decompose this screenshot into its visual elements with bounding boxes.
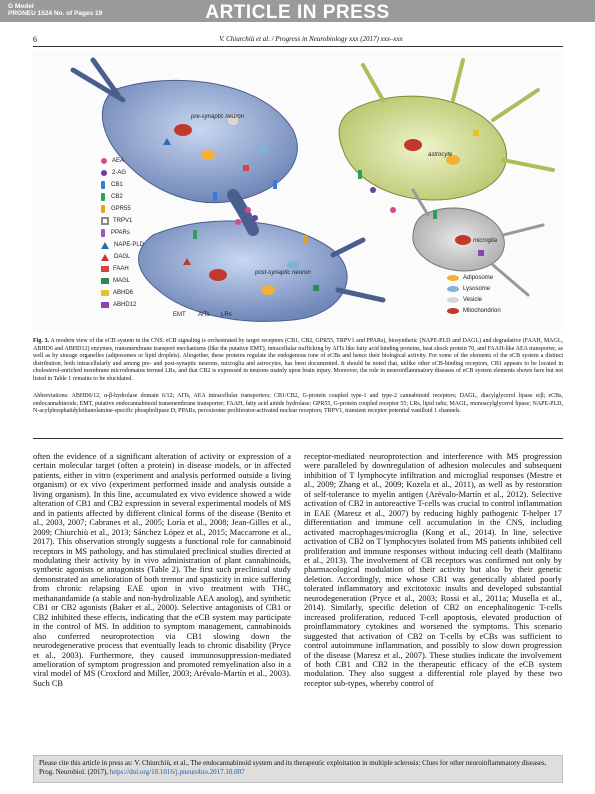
caption-label: Fig. 3. [33, 338, 50, 344]
dot-icon [101, 158, 107, 164]
label-microglia: microglia [473, 238, 498, 244]
legend-item-label: Mitochondrion [463, 307, 501, 314]
figure-abbreviations: Abbreviations: ABHD6/12, α-β-hydrolase domain 6/12; AITs, AEA intracellular transporters; CB1/CB2, G-protein coupled type-1 and type-2 cannabinoid receptors; DAGL, diacylglycerol lipase α/β; eCBs, endocannabinoids; EMT, putative endocannabinoid transmembrane transporter; FAAH, fatty acid amide hydrolase; GPR55, G-protein coupled receptor 55; LRs, lipid rafts; MAGL, monoacylglycerol lipase; NAPE-PLD, N-acylphosphatidylethanolamine-specific phospholipase D; PPARs, peroxisome proliferator-activated nuclear receptors; TRPV1, transient receptor potential vanilloid 1 channels. [33, 393, 563, 415]
caption-rule [33, 438, 563, 439]
legend-right [447, 272, 547, 316]
legend-item [101, 203, 171, 215]
label-aits: AITs [198, 312, 210, 318]
legend-item [101, 155, 171, 167]
g-model-label: G Model [8, 3, 34, 10]
article-in-press-banner: ARTICLE IN PRESS [205, 2, 390, 23]
label-lrs: LRs [221, 312, 232, 318]
caption-text: A modern view of the eCB system in the CNS. eCB signaling is orchestrated by target receptors (CB1, CB2, GPR55, TRPV1 and PPARs), biosynthetic (NAPE-PLD and DAGL) and degradative (FAAH, MAGL, ABHD6 and ABHD12) enzymes, transmembrane transport mechanisms (like the putative EMT), intracellular trafficking by AITs like fatty acid binding proteins, heat shock protein 70, and FAAH-like AEA transporter, as well as by storage organelles (adiposomes or lipid droplets). Altogether, these proteins regulate the endogenous tone of eCBs and hence their biological activity. For some of the elements of the eCB system a distinct distribution, both intracellularly and among pre- and post-synaptic neurons, microglia and astrocytes, has been documented. It should be noted that, unlike other eCB-binding receptors, CB1 appears to be located in cholesterol-enriched membrane microdomains termed LRs, and that CB2 is expressed in neurons mainly upon brain injury. Moreover, the role in neuroinflammatory diseases of eCB system elements shown here but not listed in Table 1 remains to be elucidated. [33, 338, 564, 382]
label-emt: EMT [173, 312, 186, 318]
legend-item [101, 263, 171, 275]
legend-item [447, 305, 547, 316]
citation-footer [33, 755, 563, 783]
legend-item [101, 167, 171, 179]
header-band [0, 0, 595, 22]
legend-item [101, 287, 171, 299]
triangle-icon [101, 242, 109, 249]
triangle-icon [101, 254, 109, 261]
label-presynaptic: pre-synaptic neuron [191, 114, 245, 120]
body-right-column: receptor-mediated neuroprotection and interference with MS progression were paralleled by downregulation of adhesion molecules and subsequent inhibition of T lymphocyte infiltration and microglial responses (Mestre et al., 2009; Zhang et al., 2009; Kozela et al., 2011), as well as by restoration of self-tolerance to myelin antigen (Arévalo-Martín et al., 2012). Selective activation of CB2 in autoreactive T-cells was crucial to control inflammation in EAE (Maresz et al., 2007) by reducing highly pathogenic T-helper 17 differentiation and immune cell accumulation in the CNS, including activated macrophages/microglia (Kong et al., 2014). In line, selective activation of CB2 on T lymphocytes isolated from MS patients inhibited cell proliferation and immune responses without inducing cell death (Malfitano et al., 2013). The involvement of CB receptors was confirmed not only by pharmacological modulation of their activity but also by their genetic deletion. Accordingly, mice whose CB1 was genetically ablated poorly tolerated inflammatory and excitotoxic insults and developed substantial neurodegeneration (Pryce et al., 2003; Rossi et al., 2011a; Musella et al., 2014). Similarly, specific deletion of CB2 on encephalitogenic T-cells increased proliferation, reduced T-cell apoptosis, elevated production of proinflammatory cytokines and worsened the symptoms. This scenario suggested that activation of CB2 on T-cells by eCBs was sufficient to control autoimmune inflammation, and possibly to slow down progression of the disease (Maresz et al., 2007). These studies indicate the involvement of both CB1 and CB2 in the therapeutic efficacy of the eCB system modulation. They also suggest a differential role played by these two receptor sub-types, whereby control of [304, 452, 562, 688]
legend-item [101, 275, 171, 287]
ellipse-icon [447, 308, 459, 314]
square-icon [101, 266, 109, 272]
legend-left [101, 155, 171, 311]
legend-item-label: TRPV1 [113, 218, 133, 224]
legend-item [101, 251, 171, 263]
dot-icon [101, 170, 107, 176]
figure-caption [33, 338, 563, 384]
ellipse-icon [447, 275, 459, 281]
ellipse-icon [447, 297, 459, 303]
channel-icon [101, 217, 109, 225]
legend-item-label: ABHD6 [113, 290, 134, 296]
legend-item [101, 299, 171, 311]
label-postsynaptic: post-synaptic neuron [255, 270, 311, 276]
legend-item [447, 272, 547, 283]
legend-item-label: MAGL [113, 278, 131, 284]
legend-item-label: NAPE-PLD [114, 242, 145, 248]
legend-item-label: Vesicle [463, 296, 483, 303]
legend-item [101, 191, 171, 203]
legend-item-label: ABHD12 [113, 302, 137, 308]
legend-item [101, 227, 171, 239]
ellipse-icon [447, 286, 459, 292]
square-icon [101, 278, 109, 284]
legend-item-label: CB1 [111, 182, 123, 188]
legend-item-label: FAAH [113, 266, 129, 272]
legend-item [447, 283, 547, 294]
doi-link[interactable]: https://doi.org/10.1016/j.pneurobio.2017.10.007 [109, 768, 245, 776]
legend-item-label: CB2 [111, 194, 123, 200]
legend-item-label: GPR55 [111, 206, 131, 212]
figure-eCB-system [33, 50, 563, 330]
citation-text: Please cite this article in press as: V. Chiurchiù, et al., The endocannabinoid system and its therapeutic exploitation in multiple sclerosis: Clues for other neuroinflammatory diseases, Prog. Neurobiol. (2017), [39, 759, 547, 776]
legend-item-label: AEA [112, 158, 125, 164]
legend-item-label: 2-AG [112, 170, 127, 176]
legend-item-label: PPARs [111, 230, 130, 236]
journal-code-label: PRONEU 1524 No. of Pages 19 [8, 10, 103, 17]
legend-item [447, 294, 547, 305]
receptor-icon [101, 229, 105, 237]
body-left-column: often the evidence of a significant alteration of activity or expression of a certain molecular target (often a protein) in disease models, or in affected patients, either in vitro (experiment and analysis performed outside a living organism) or ex vivo (experiment performed inside and analysis outside a living organism). In this line, accumulated ex vivo evidence showed a wide alteration of CB1 and CB2 expression in several experimental models of MS and in patients affected by different clinical forms of the disease (Benito et al., 2003, 2007; Cabranes et al., 2005; Loría et al., 2008; Jean-Gilles et al., 2009; Chiurchiù et al., 2013; Sánchez López et al., 2015; Maccarrone et al., 2017). This observation strongly suggests a functional role for cannabinoid receptors in MS pathology, and has stimulated preclinical studies directed at modulating their activity by in vivo administration of plant cannabinoids, synthetic agonists or antagonists (Table 2). The first such preclinical study demonstrated an amelioration of both tremor and spasticity in mice suffering from chronic relapsing EAE upon in vivo treatment with THC, methanandamide (a stable and non-hydrolizable AEA anolog), and synthetic CB1 or CB2 agonists (Baker et al., 2000). Selective antagonists of CB1 or CB2 inhibited these effects, indicating that the eCB system may participate in the control of MS. In addition to symptom management, cannabinoids also conferred neuroprotection via CB1 slowing down the neurodegenerative process that eventually leads to chronic disability (Pryce et al., 2003). Furthermore, they caused immunosuppression-mediated amelioration of symptom progression and promoted remyelination also in a viral model of MS (Croxford and Miller, 2003; Arévalo-Martín et al., 2003). Such CB [33, 452, 291, 688]
page-number: 6 [33, 35, 37, 44]
receptor-icon [101, 205, 105, 213]
receptor-icon [101, 181, 105, 189]
legend-item-label: Adiposome [463, 274, 494, 281]
running-head: V. Chiurchiù et al. / Progress in Neurobiology xxx (2017) xxx–xxx [219, 35, 403, 43]
square-icon [101, 302, 109, 308]
legend-item [101, 179, 171, 191]
legend-item [101, 239, 171, 251]
legend-item [101, 215, 171, 227]
label-astrocyte: astrocyte [428, 152, 453, 158]
header-rule [33, 46, 563, 47]
legend-item-label: DAGL [114, 254, 131, 260]
legend-item-label: Lysosome [463, 285, 491, 292]
square-icon [101, 290, 109, 296]
receptor-icon [101, 193, 105, 201]
